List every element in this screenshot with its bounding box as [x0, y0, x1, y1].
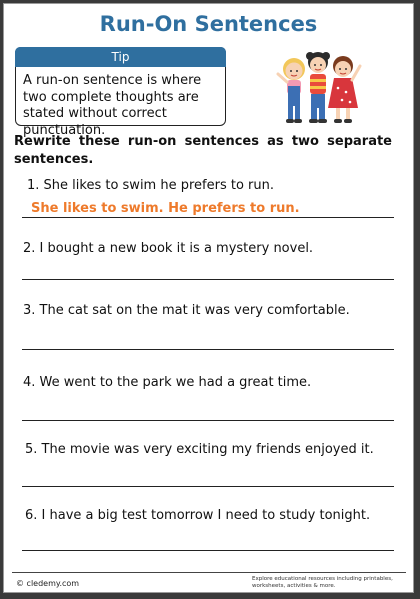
answer-line-4[interactable]: [22, 420, 394, 421]
question-5: 5. The movie was very exciting my friends enjoyed it.: [25, 442, 374, 457]
question-4: 4. We went to the park we had a great time.: [23, 375, 312, 390]
question-3: 3. The cat sat on the mat it was very comfortable.: [23, 303, 350, 318]
question-6: 6. I have a big test tomorrow I need to study tonight.: [25, 508, 371, 523]
example-answer: She likes to swim. He prefers to run.: [31, 201, 300, 216]
question-2: 2. I bought a new book it is a mystery novel.: [23, 241, 314, 256]
instructions: Rewrite these run-on sentences as two separate sentences.: [14, 134, 392, 167]
kids-illustration: [272, 44, 364, 128]
footer-note: Explore educational resources including printables, worksheets, activities & more.: [252, 576, 393, 589]
kid-left-icon: [278, 58, 305, 123]
tip-header: Tip: [15, 47, 226, 67]
answer-line-3[interactable]: [22, 349, 394, 350]
footer-copyright: © cledemy.com: [16, 579, 80, 588]
tip-text: A run-on sentence is where two complete thoughts are stated without correct punctuation.: [23, 73, 202, 138]
answer-line-2[interactable]: [22, 279, 394, 280]
question-1: 1. She likes to swim he prefers to run.: [27, 178, 274, 193]
answer-line-6[interactable]: [22, 550, 394, 551]
kid-middle-icon: [306, 52, 330, 123]
answer-line-5[interactable]: [22, 486, 394, 487]
worksheet-page: [3, 3, 414, 593]
footer-divider: [12, 572, 406, 573]
page-title: Run-On Sentences: [99, 12, 318, 36]
kid-right-icon: [328, 56, 360, 123]
tip-box: [15, 47, 226, 138]
answer-line-1[interactable]: [22, 217, 394, 218]
